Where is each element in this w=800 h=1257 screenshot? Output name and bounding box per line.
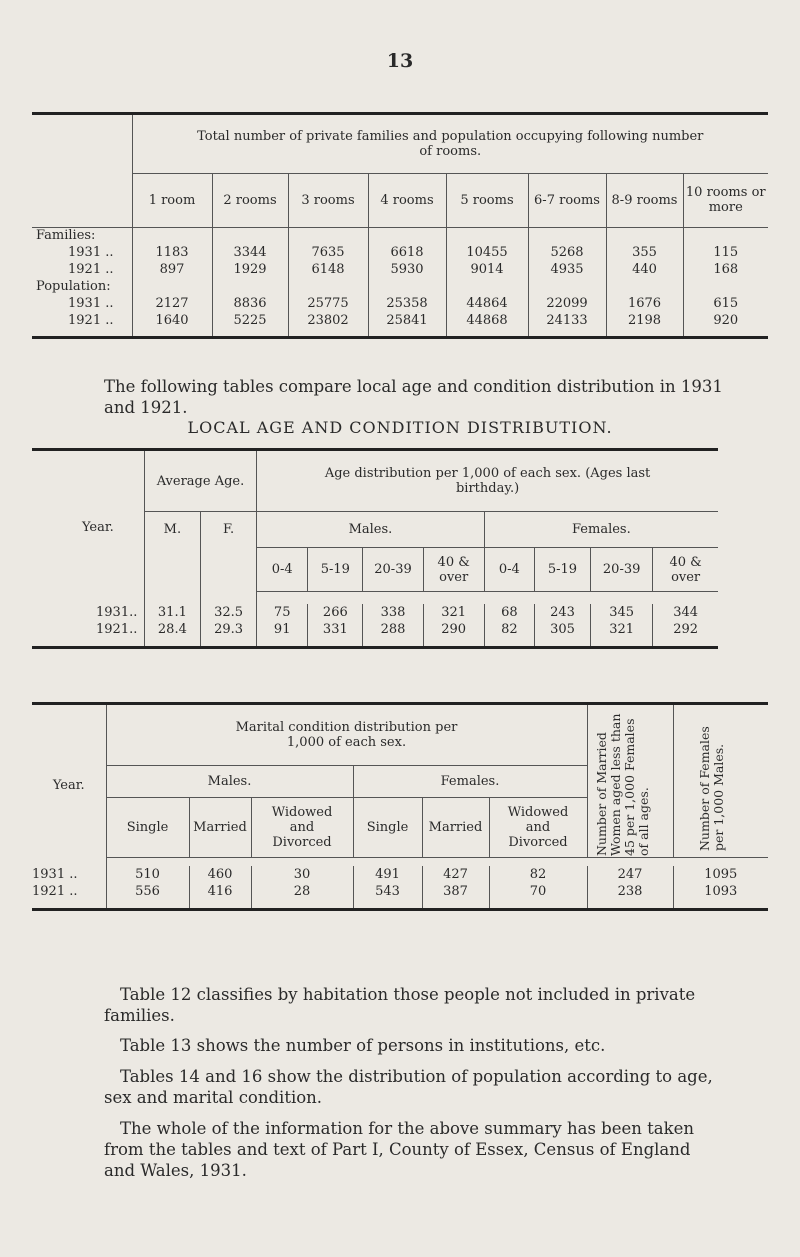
table-cell: 6618: [368, 244, 446, 261]
age-group-header: 40 & over: [423, 548, 484, 592]
table-cell: 510: [106, 866, 189, 883]
table-cell: 247: [587, 866, 673, 883]
table-cell: 44864: [446, 295, 528, 312]
paragraph-table-12: Table 12 classifies by habitation those people not included in private families.: [104, 985, 696, 1025]
row-year: 1931..: [96, 604, 138, 620]
table-cell: 1929: [212, 261, 288, 278]
male-header: M.: [144, 512, 200, 604]
table-row: [32, 866, 768, 883]
table-cell: 32.5: [200, 604, 256, 621]
table-cell: 344: [653, 604, 718, 621]
table-cell: 25358: [368, 295, 446, 312]
row-year: 1921..: [96, 621, 138, 637]
paragraph-summary-source: The whole of the information for the above summary has been taken from the tables and text of Part I, County of Essex, Census of England and Wales, 1931.: [104, 1119, 694, 1180]
table-cell: 556: [106, 883, 189, 900]
table-cell: 387: [422, 883, 489, 900]
table-cell: 82: [484, 621, 534, 638]
table-cell: 543: [353, 883, 422, 900]
row-label: 1921 ..: [68, 262, 114, 277]
table-cell: 440: [606, 261, 683, 278]
table-row: [32, 621, 718, 638]
table-cell: 25841: [368, 312, 446, 329]
table-cell: 5268: [528, 244, 606, 261]
row-label: 1931 ..: [68, 296, 114, 311]
row-label: Families:: [36, 228, 96, 244]
year-header: Year.: [52, 777, 85, 793]
table-cell: 305: [534, 621, 590, 638]
age-group-header: 20-39: [363, 548, 423, 592]
females-header: Females.: [353, 766, 587, 798]
paragraph-tables-14-16: Tables 14 and 16 show the distribution of population according to age, sex and marital condition.: [104, 1067, 713, 1107]
married-women-header-cell: [587, 704, 673, 858]
table-cell: [606, 278, 683, 295]
table-cell: 68: [484, 604, 534, 621]
table-cell: [528, 278, 606, 295]
table-cell: [368, 278, 446, 295]
males-header: Males.: [257, 512, 485, 548]
table-cell: 4935: [528, 261, 606, 278]
table-row: [32, 227, 768, 244]
column-header: 4 rooms: [368, 173, 446, 227]
column-header: 3 rooms: [288, 173, 368, 227]
table-row: [32, 883, 768, 900]
column-header: Married: [189, 798, 251, 858]
table-cell: 23802: [288, 312, 368, 329]
age-group-header: 5-19: [534, 548, 590, 592]
table-cell: 8836: [212, 295, 288, 312]
table-row: [32, 312, 768, 329]
row-label: 1931 ..: [68, 245, 114, 260]
table-cell: 91: [257, 621, 308, 638]
females-per-males-header-cell: [673, 704, 768, 858]
table-cell: 28: [251, 883, 353, 900]
table-cell: 321: [423, 604, 484, 621]
table-cell: [212, 227, 288, 244]
table-cell: [132, 227, 212, 244]
marital-condition-table: [32, 702, 768, 911]
table-cell: 321: [591, 621, 653, 638]
table-cell: 70: [489, 883, 587, 900]
column-header: Single: [353, 798, 422, 858]
marital-header: Marital condition distribution per 1,000 of each sex.: [106, 704, 587, 766]
table-cell: [288, 278, 368, 295]
table-row: [32, 278, 768, 295]
age-group-header: 20-39: [591, 548, 653, 592]
table-cell: [288, 227, 368, 244]
table-cell: [212, 278, 288, 295]
row-label: 1921 ..: [68, 313, 114, 328]
age-distribution-header: Age distribution per 1,000 of each sex. (Ages last birthday.): [257, 450, 718, 512]
table-cell: 25775: [288, 295, 368, 312]
table-cell: 9014: [446, 261, 528, 278]
table-cell: 292: [653, 621, 718, 638]
column-header: Widowed and Divorced: [251, 798, 353, 858]
row-year: 1931 ..: [32, 866, 78, 882]
females-header: Females.: [484, 512, 718, 548]
age-group-header: 0-4: [257, 548, 308, 592]
table-cell: 29.3: [200, 621, 256, 638]
table-cell: 1183: [132, 244, 212, 261]
males-header: Males.: [106, 766, 353, 798]
table-cell: 3344: [212, 244, 288, 261]
table-cell: 243: [534, 604, 590, 621]
table-row: [32, 244, 768, 261]
table-cell: 1095: [673, 866, 768, 883]
table-cell: 238: [587, 883, 673, 900]
table-cell: [368, 227, 446, 244]
intro-paragraph: The following tables compare local age and condition distribution in 1931 and 1921.: [104, 377, 723, 417]
age-group-header: 0-4: [484, 548, 534, 592]
age-distribution-table: [32, 448, 718, 649]
column-header: Single: [106, 798, 189, 858]
table-cell: 44868: [446, 312, 528, 329]
table-cell: 28.4: [144, 621, 200, 638]
table-cell: 338: [363, 604, 423, 621]
table-cell: [606, 227, 683, 244]
table-cell: 168: [683, 261, 768, 278]
table-cell: 7635: [288, 244, 368, 261]
table-cell: 1676: [606, 295, 683, 312]
table-row: [32, 261, 768, 278]
table-cell: 82: [489, 866, 587, 883]
section-title: LOCAL AGE AND CONDITION DISTRIBUTION.: [187, 418, 613, 437]
table-cell: 115: [683, 244, 768, 261]
column-header: 10 rooms or more: [683, 173, 768, 227]
table-cell: [528, 227, 606, 244]
table-cell: 897: [132, 261, 212, 278]
age-group-header: 40 & over: [653, 548, 718, 592]
rooms-table-header: Total number of private families and population occupying following number of rooms.: [132, 115, 768, 173]
rooms-column-headers: [32, 173, 768, 227]
page-number: 13: [386, 50, 414, 72]
table-cell: [683, 278, 768, 295]
table-cell: 2198: [606, 312, 683, 329]
table-cell: 290: [423, 621, 484, 638]
table-cell: 491: [353, 866, 422, 883]
table-cell: 6148: [288, 261, 368, 278]
table-cell: 10455: [446, 244, 528, 261]
table-cell: 345: [591, 604, 653, 621]
table-cell: [683, 227, 768, 244]
table-cell: 30: [251, 866, 353, 883]
table-cell: [446, 278, 528, 295]
table-cell: 5225: [212, 312, 288, 329]
column-header: 5 rooms: [446, 173, 528, 227]
column-header: Married: [422, 798, 489, 858]
table-cell: [446, 227, 528, 244]
rooms-table: [32, 112, 768, 339]
table-cell: 266: [308, 604, 363, 621]
table-cell: 1093: [673, 883, 768, 900]
year-header: Year.: [81, 519, 114, 535]
table-cell: 355: [606, 244, 683, 261]
column-header: 1 room: [132, 173, 212, 227]
column-header: 8-9 rooms: [606, 173, 683, 227]
average-age-header: Average Age.: [144, 450, 256, 512]
table-cell: 416: [189, 883, 251, 900]
row-year: 1921 ..: [32, 883, 78, 899]
female-header: F.: [200, 512, 256, 604]
row-label: Population:: [36, 279, 111, 294]
age-group-header: 5-19: [308, 548, 363, 592]
table-cell: 24133: [528, 312, 606, 329]
table-cell: 460: [189, 866, 251, 883]
paragraph-table-13: Table 13 shows the number of persons in institutions, etc.: [120, 1036, 606, 1055]
table-cell: 2127: [132, 295, 212, 312]
table-cell: 31.1: [144, 604, 200, 621]
table-cell: [132, 278, 212, 295]
females-per-males-header: Number of Females per 1,000 Males.: [696, 726, 726, 851]
table-cell: 1640: [132, 312, 212, 329]
married-women-header: Number of Married Women aged less than 45 per 1,000 Females of all ages.: [594, 713, 651, 856]
table-cell: 75: [257, 604, 308, 621]
column-header: 6-7 rooms: [528, 173, 606, 227]
column-header: 2 rooms: [212, 173, 288, 227]
table-cell: 5930: [368, 261, 446, 278]
table-cell: 288: [363, 621, 423, 638]
table-row: [32, 604, 718, 621]
column-header: Widowed and Divorced: [489, 798, 587, 858]
table-cell: 920: [683, 312, 768, 329]
table-row: [32, 295, 768, 312]
table-cell: 427: [422, 866, 489, 883]
table-cell: 615: [683, 295, 768, 312]
table-cell: 331: [308, 621, 363, 638]
table-cell: 22099: [528, 295, 606, 312]
